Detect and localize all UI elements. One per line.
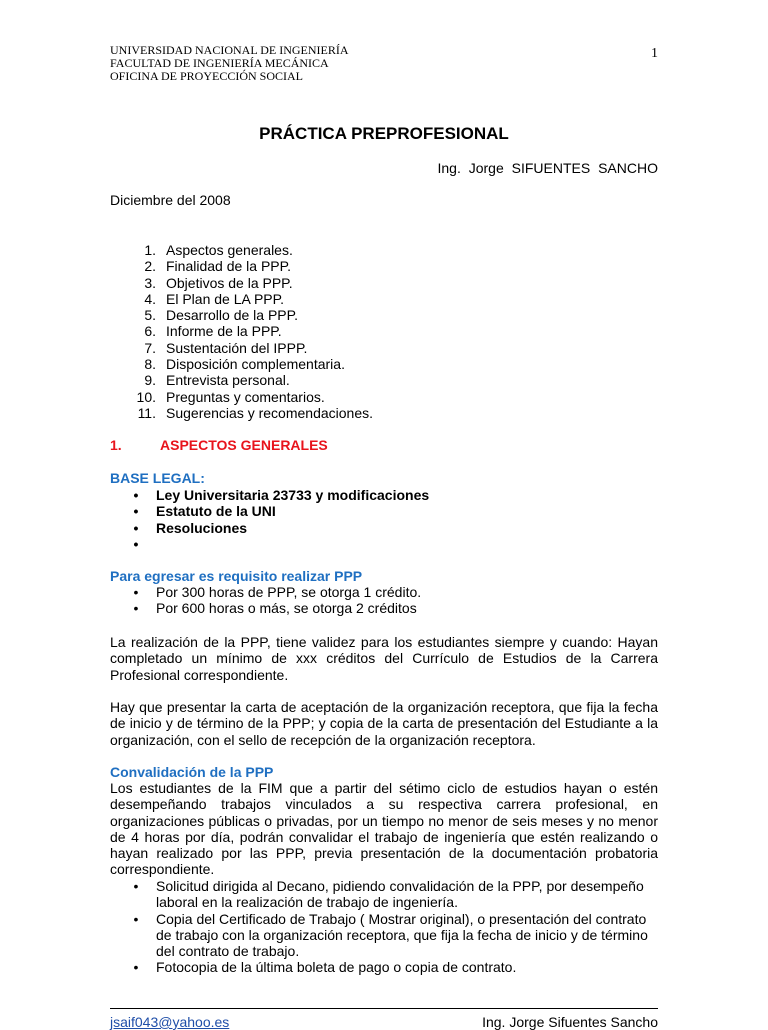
author-line: Ing. Jorge SIFUENTES SANCHO — [437, 160, 658, 176]
page-number: 1 — [651, 46, 658, 61]
bullet-icon: • — [133, 959, 139, 976]
list-item: • Por 600 horas o más, se otorga 2 créditos — [110, 600, 421, 616]
document-title: PRÁCTICA PREPROFESIONAL — [259, 124, 509, 143]
list-item: • Fotocopia de la última boleta de pago o copia de contrato. — [110, 959, 658, 975]
footer-author: Ing. Jorge Sifuentes Sancho — [482, 1014, 658, 1030]
toc-item: 10. Preguntas y comentarios. — [136, 388, 325, 405]
bullet-icon: • — [133, 600, 139, 617]
toc-item: 11. Sugerencias y recomendaciones. — [137, 404, 374, 421]
section-title: ASPECTOS GENERALES — [160, 437, 328, 453]
footer-email-link[interactable]: jsaif043@yahoo.es — [110, 1014, 230, 1030]
toc-item: 8. Disposición complementaria. — [144, 356, 345, 373]
bullet-icon: • — [133, 584, 139, 600]
base-legal-heading: BASE LEGAL: — [110, 470, 205, 486]
base-legal-list — [110, 487, 429, 552]
table-of-contents — [110, 242, 373, 421]
list-item: • Por 300 horas de PPP, se otorga 1 crédito. — [110, 584, 421, 600]
document-date: Diciembre del 2008 — [110, 192, 231, 208]
bullet-icon: • — [133, 910, 139, 927]
toc-item: 1. Aspectos generales. — [144, 242, 293, 258]
list-item: • Resoluciones — [110, 520, 429, 536]
requisito-list — [110, 584, 421, 617]
list-item: • Solicitud dirigida al Decano, pidiendo convalidación de la PPP, por desempeño laboral en la realización de trabajo de ingeniería. — [110, 878, 658, 911]
list-item: • Ley Universitaria 23733 y modificaciones — [110, 487, 429, 503]
toc-item: 6. Informe de la PPP. — [144, 323, 282, 340]
document-header — [110, 44, 349, 83]
section-heading — [110, 437, 328, 453]
bullet-icon: • — [133, 519, 139, 536]
bullet-icon: • — [133, 535, 139, 552]
toc-item: 3. Objetivos de la PPP. — [144, 274, 293, 291]
bullet-icon: • — [133, 503, 139, 520]
toc-item: 2. Finalidad de la PPP. — [144, 258, 292, 275]
bullet-icon: • — [133, 878, 139, 894]
list-item — [110, 536, 429, 552]
toc-item: 4. El Plan de LA PPP. — [144, 290, 285, 307]
list-item: • Copia del Certificado de Trabajo ( Mostrar original), o presentación del contrato de trabajo con la organización receptora, que fija la fecha de inicio y de término del contrato de trabajo. — [110, 911, 658, 960]
paragraph-validez: La realización de la PPP, tiene validez para los estudiantes siempre y cuando: Hayan completado un mínimo de xxx créditos del Currículo de Estudios de la Carrera Profesional correspondiente. — [110, 634, 658, 683]
header-university: UNIVERSIDAD NACIONAL DE INGENIERÍA — [110, 43, 349, 57]
toc-item: 9. Entrevista personal. — [144, 372, 290, 389]
convalidacion-list — [110, 878, 658, 976]
section-number: 1. — [110, 437, 122, 453]
paragraph-convalidacion: Los estudiantes de la FIM que a partir del sétimo ciclo de estudios hayan o estén desempeñando trabajos vinculados a su respectiva carrera profesional, en organizaciones públicas o privadas, por un tiempo no menor de seis meses y no menor de 4 horas por día, podrán convalidar el trabajo de ingeniería que estén realizando o hayan realizado por las PPP, previa presentación de la documentación probatoria correspondiente. — [110, 780, 658, 878]
footer-divider — [110, 1008, 658, 1009]
list-item: • Estatuto de la UNI — [110, 503, 429, 519]
header-office: OFICINA DE PROYECCIÓN SOCIAL — [110, 69, 304, 83]
convalidacion-heading: Convalidación de la PPP — [110, 764, 274, 780]
toc-item: 5. Desarrollo de la PPP. — [144, 307, 299, 324]
paragraph-carta: Hay que presentar la carta de aceptación de la organización receptora, que fija la fecha de inicio y de término de la PPP; y copia de la carta de presentación del Estudiante a la organización, con el sello de recepción de la organización receptora. — [110, 699, 658, 748]
header-faculty: FACULTAD DE INGENIERÍA MECÁNICA — [110, 56, 329, 70]
bullet-icon: • — [133, 487, 139, 503]
toc-item: 7. Sustentación del IPPP. — [144, 339, 308, 356]
requisito-heading: Para egresar es requisito realizar PPP — [110, 568, 363, 584]
